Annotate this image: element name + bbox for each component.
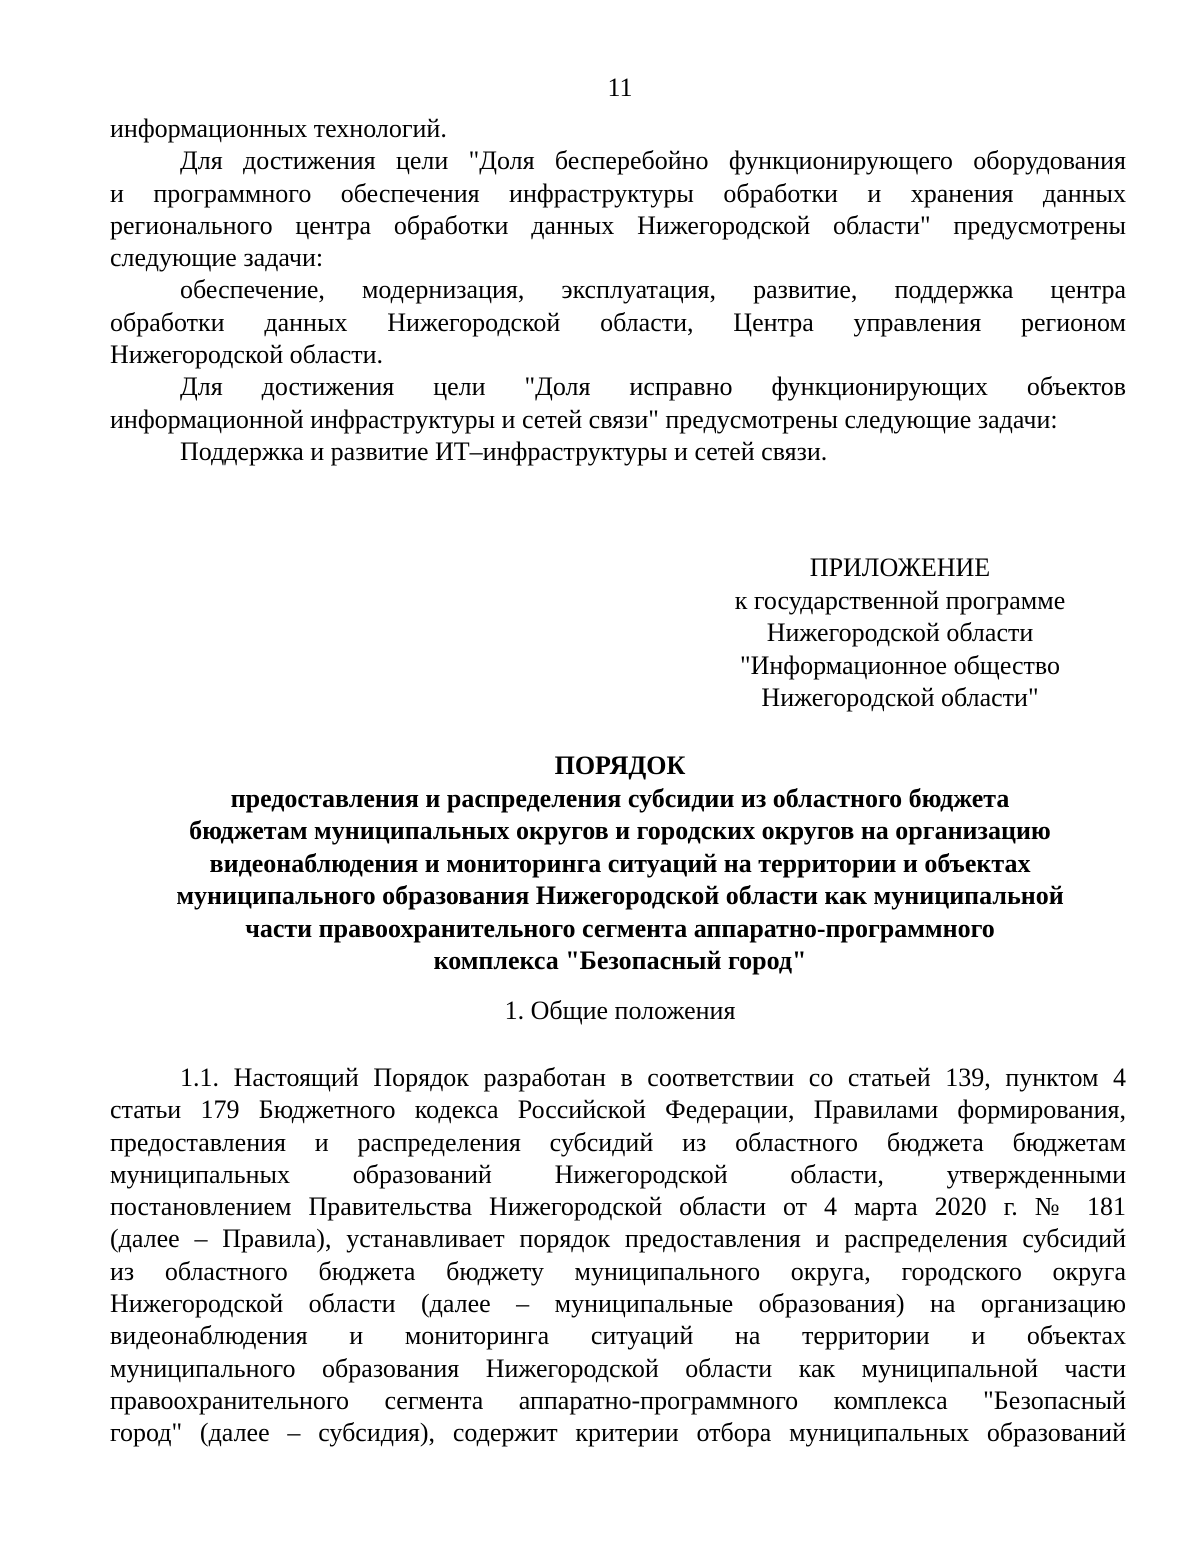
- intro-paragraph-tasks-2: Поддержка и развитие ИТ–инфраструктуры и сетей связи.: [180, 436, 828, 466]
- appendix-line: "Информационное общество: [739, 650, 1061, 680]
- intro-paragraph-goal-1: Для достижения цели "Доля бесперебойно функционирующего оборудования и программного обеспечения инфраструктуры обработки и хранения данных регионального центра обработки данных Нижегородской области" предусмотрены следующие задачи:: [110, 146, 1126, 273]
- order-title: [0, 750, 1200, 978]
- order-title-line: предоставления и распределения субсидии из областного бюджета: [230, 783, 1010, 813]
- appendix-title: ПРИЛОЖЕНИЕ: [809, 553, 991, 582]
- order-title-line: части правоохранительного сегмента аппаратно-программного: [245, 913, 995, 943]
- intro-paragraph-goal-2: Для достижения цели "Доля исправно функционирующих объектов информационной инфраструктуры и сетей связи" предусмотрены следующие задачи:: [110, 372, 1126, 434]
- appendix-line: Нижегородской области": [761, 683, 1039, 712]
- order-title-line: бюджетам муниципальных округов и городских округов на организацию: [189, 816, 1051, 845]
- page-number: 11: [607, 73, 633, 102]
- intro-section: [110, 113, 1126, 468]
- order-title-line: комплекса "Безопасный город": [433, 946, 807, 975]
- order-title-line: видеонаблюдения и мониторинга ситуаций на территории и объектах: [209, 848, 1031, 878]
- appendix-block: [700, 552, 1100, 715]
- paragraph-1-1: 1.1. Настоящий Порядок разработан в соответствии со статьей 139, пунктом 4 статьи 179 Бюджетного кодекса Российской Федерации, Правилами формирования, предоставления и распределения субсидий из областного бюджета бюджетам муниципальных образований Нижегородской области, утвержденными постановлением Правительства Нижегородской области от 4 марта 2020 г. № 181 (далее – Правила), устанавливает порядок предоставления и распределения субсидий из областного бюджета бюджету муниципального округа, городского округа Нижегородской области (далее – муниципальные образования) на организацию видеонаблюдения и мониторинга ситуаций на территории и объектах муниципального образования Нижегородской области как муниципальной части правоохранительного сегмента аппаратно-программного комплекса "Безопасный город" (далее – субсидия), содержит критерии отбора муниципальных образований: [110, 1063, 1126, 1448]
- appendix-line: Нижегородской области: [766, 618, 1034, 647]
- section-1-paragraph: [110, 1062, 1126, 1450]
- section-heading: 1. Общие положения: [504, 996, 736, 1025]
- order-heading: ПОРЯДОК: [554, 751, 686, 780]
- order-title-line: муниципального образования Нижегородской области как муниципальной: [176, 881, 1064, 910]
- intro-line-1: информационных технологий.: [110, 114, 447, 143]
- appendix-line: к государственной программе: [734, 585, 1066, 615]
- intro-paragraph-tasks-1: обеспечение, модернизация, эксплуатация, развитие, поддержка центра обработки данных Нижегородской области, Центра управления регионом Нижегородской области.: [110, 275, 1126, 370]
